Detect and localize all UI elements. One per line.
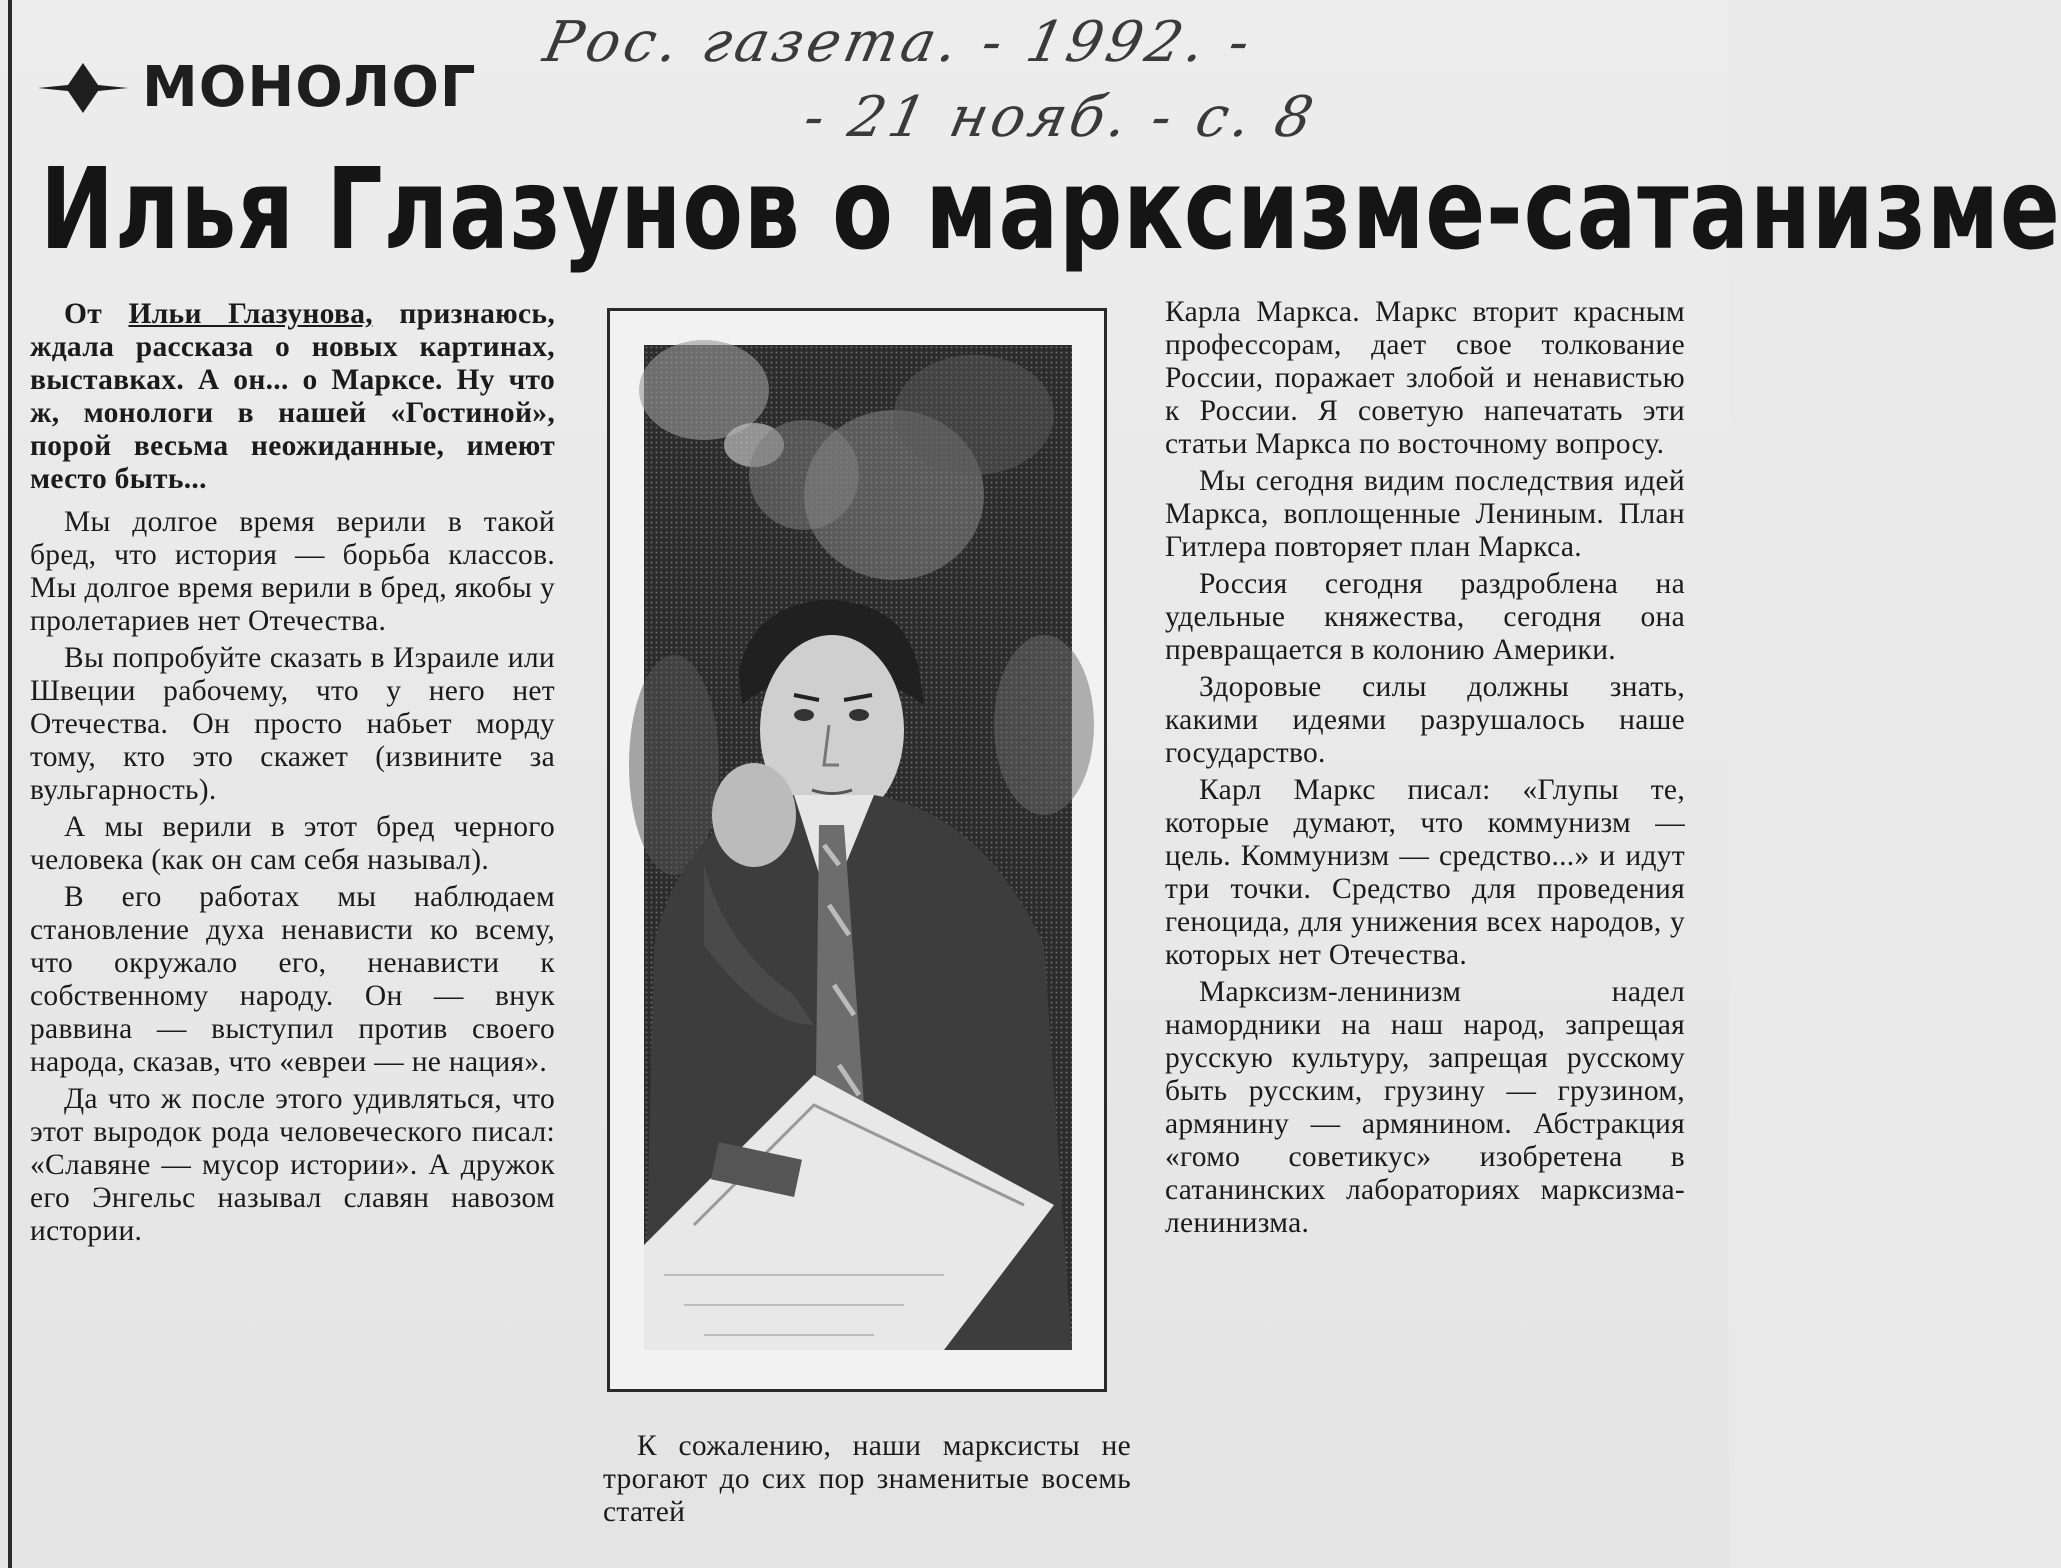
paragraph: В его работах мы наблюдаем становление духа ненависти ко всему, что окружало его, ненависти к собственному народу. Он — внук раввина — выступил против своего народа, сказав, что «евреи — не нация». bbox=[30, 881, 555, 1078]
column-2-bottom bbox=[603, 1430, 1131, 1533]
intro-before: От bbox=[64, 298, 129, 330]
paragraph-continuation: Карла Маркса. Маркс вторит красным профессорам, дает свое толкование России, поражает злобой и ненавистью к России. Я советую напечатать эти статьи Маркса по восточному вопросу. bbox=[1165, 296, 1685, 460]
column-3 bbox=[1165, 296, 1685, 1244]
paragraph: Мы сегодня видим последствия идей Маркса, воплощенные Лениным. План Гитлера повторяет план Маркса. bbox=[1165, 465, 1685, 563]
handwritten-source-note: Рос. газета. - 1992. - bbox=[538, 10, 1260, 75]
paragraph: Да что ж после этого удивляться, что этот выродок рода человеческого писал: «Славяне — мусор истории». А дружок его Энгельс называл славян навозом истории. bbox=[30, 1083, 555, 1247]
paragraph: Здоровые силы должны знать, какими идеями разрушалось наше государство. bbox=[1165, 671, 1685, 769]
paragraph: Вы попробуйте сказать в Израиле или Швеции рабочему, что у него нет Отечества. Он просто набьет морду тому, кто это скажет (извините за вульгарность). bbox=[30, 642, 555, 806]
portrait-photo bbox=[644, 345, 1072, 1350]
paragraph: Мы долгое время верили в такой бред, что история — борьба классов. Мы долгое время верили в бред, якобы у пролетариев нет Отечества. bbox=[30, 506, 555, 637]
author-name: Ильи Глазунова, bbox=[128, 298, 373, 330]
intro-paragraph bbox=[30, 298, 555, 496]
headline: Илья Глазунов о марксизме-сатанизме bbox=[40, 145, 2061, 275]
diamond-arrow-icon bbox=[38, 63, 128, 113]
paragraph: Марксизм-ленинизм надел намордники на наш народ, запрещая русскую культуру, запрещая русскому быть русским, грузину — грузином, армянину — армянином. Абстракция «гомо советикус» изобретена в сатанинских лабораториях марксизма-ленинизма. bbox=[1165, 976, 1685, 1239]
left-margin-rule bbox=[8, 0, 12, 1568]
rubric bbox=[38, 55, 477, 120]
intro-after: признаюсь, ждала рассказа о новых картинах, выставках. А он... о Марксе. Ну что ж, монологи в нашей «Гостиной», порой весьма неожиданные, имеют место быть... bbox=[30, 298, 555, 495]
photo-frame bbox=[607, 308, 1107, 1392]
portrait-illustration bbox=[644, 345, 1072, 1350]
paragraph: Россия сегодня раздроблена на удельные княжества, сегодня она превращается в колонию Америки. bbox=[1165, 568, 1685, 666]
paragraph: А мы верили в этот бред черного человека (как он сам себя называл). bbox=[30, 811, 555, 876]
column-1 bbox=[30, 298, 555, 1252]
handwritten-date-note: - 21 нояб. - с. 8 bbox=[798, 85, 1323, 150]
rubric-label: МОНОЛОГ bbox=[142, 55, 477, 120]
paragraph: Карл Маркс писал: «Глупы те, которые думают, что коммунизм — цель. Коммунизм — средство...» и идут три точки. Средство для проведения геноцида, для унижения всех народов, у которых нет Отечества. bbox=[1165, 774, 1685, 971]
paragraph: К сожалению, наши марксисты не трогают до сих пор знаменитые восемь статей bbox=[603, 1430, 1131, 1528]
